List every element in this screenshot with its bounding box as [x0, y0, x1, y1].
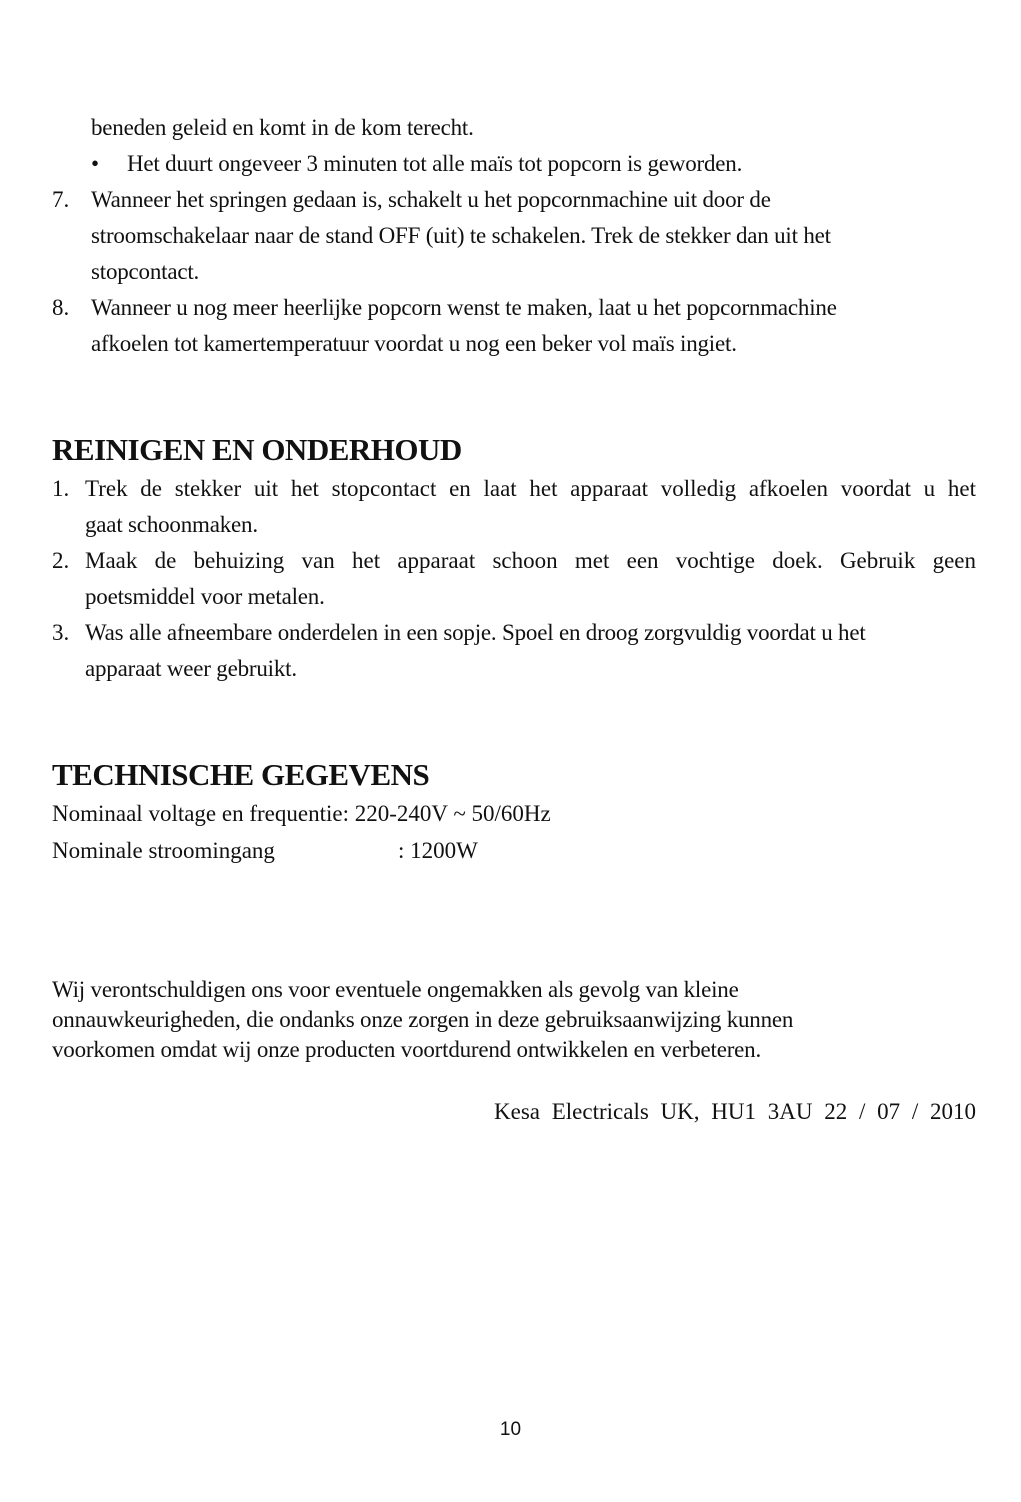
cleaning-item-line: Was alle afneembare onderdelen in een sopje. Spoel en droog zorgvuldig voordat u het — [85, 620, 866, 645]
cleaning-item-line: Maak de behuizing van het apparaat schoon met een vochtige doek. Gebruik geen — [85, 548, 976, 573]
cleaning-item-line: gaat schoonmaken. — [85, 512, 258, 537]
cleaning-item-number: 2. — [52, 548, 70, 573]
step-line: stopcontact. — [91, 259, 200, 284]
section-heading-cleaning: REINIGEN EN ONDERHOUD — [52, 432, 462, 467]
step-line: Wanneer u nog meer heerlijke popcorn wenst te maken, laat u het popcornmachine — [91, 295, 837, 320]
section-heading-specs: TECHNISCHE GEGEVENS — [52, 757, 430, 792]
cleaning-item-line: apparaat weer gebruikt. — [85, 656, 297, 681]
bullet-text: Het duurt ongeveer 3 minuten tot alle maïs tot popcorn is geworden. — [127, 151, 743, 176]
page-number: 10 — [499, 1419, 522, 1440]
cleaning-item-line: poetsmiddel voor metalen. — [85, 584, 325, 609]
bullet-marker: • — [91, 151, 100, 176]
step-line: stroomschakelaar naar de stand OFF (uit) te schakelen. Trek de stekker dan uit het — [91, 223, 831, 248]
disclaimer-line: voorkomen omdat wij onze producten voortdurend ontwikkelen en verbeteren. — [52, 1037, 762, 1062]
spec-power-value: : 1200W — [398, 838, 478, 863]
cleaning-item-number: 1. — [52, 476, 70, 501]
cleaning-item-number: 3. — [52, 620, 70, 645]
step-number: 8. — [52, 295, 70, 320]
cleaning-item-line: Trek de stekker uit het stopcontact en laat het apparaat volledig afkoelen voordat u het — [85, 476, 976, 501]
disclaimer-line: onnauwkeurigheden, die ondanks onze zorgen in deze gebruiksaanwijzing kunnen — [52, 1007, 794, 1032]
disclaimer-line: Wij verontschuldigen ons voor eventuele ongemakken als gevolg van kleine — [52, 977, 739, 1002]
step-line: Wanneer het springen gedaan is, schakelt u het popcornmachine uit door de — [91, 187, 771, 212]
step-number: 7. — [52, 187, 70, 212]
spec-voltage: Nominaal voltage en frequentie: 220-240V ~ 50/60Hz — [52, 801, 551, 826]
spec-power-label: Nominale stroomingang — [52, 838, 275, 863]
step-line: afkoelen tot kamertemperatuur voordat u nog een beker vol maïs ingiet. — [91, 331, 737, 356]
company-signature: Kesa Electricals UK, HU1 3AU 22 / 07 / 2010 — [494, 1099, 976, 1124]
continuation-line: beneden geleid en komt in de kom terecht. — [91, 115, 474, 140]
